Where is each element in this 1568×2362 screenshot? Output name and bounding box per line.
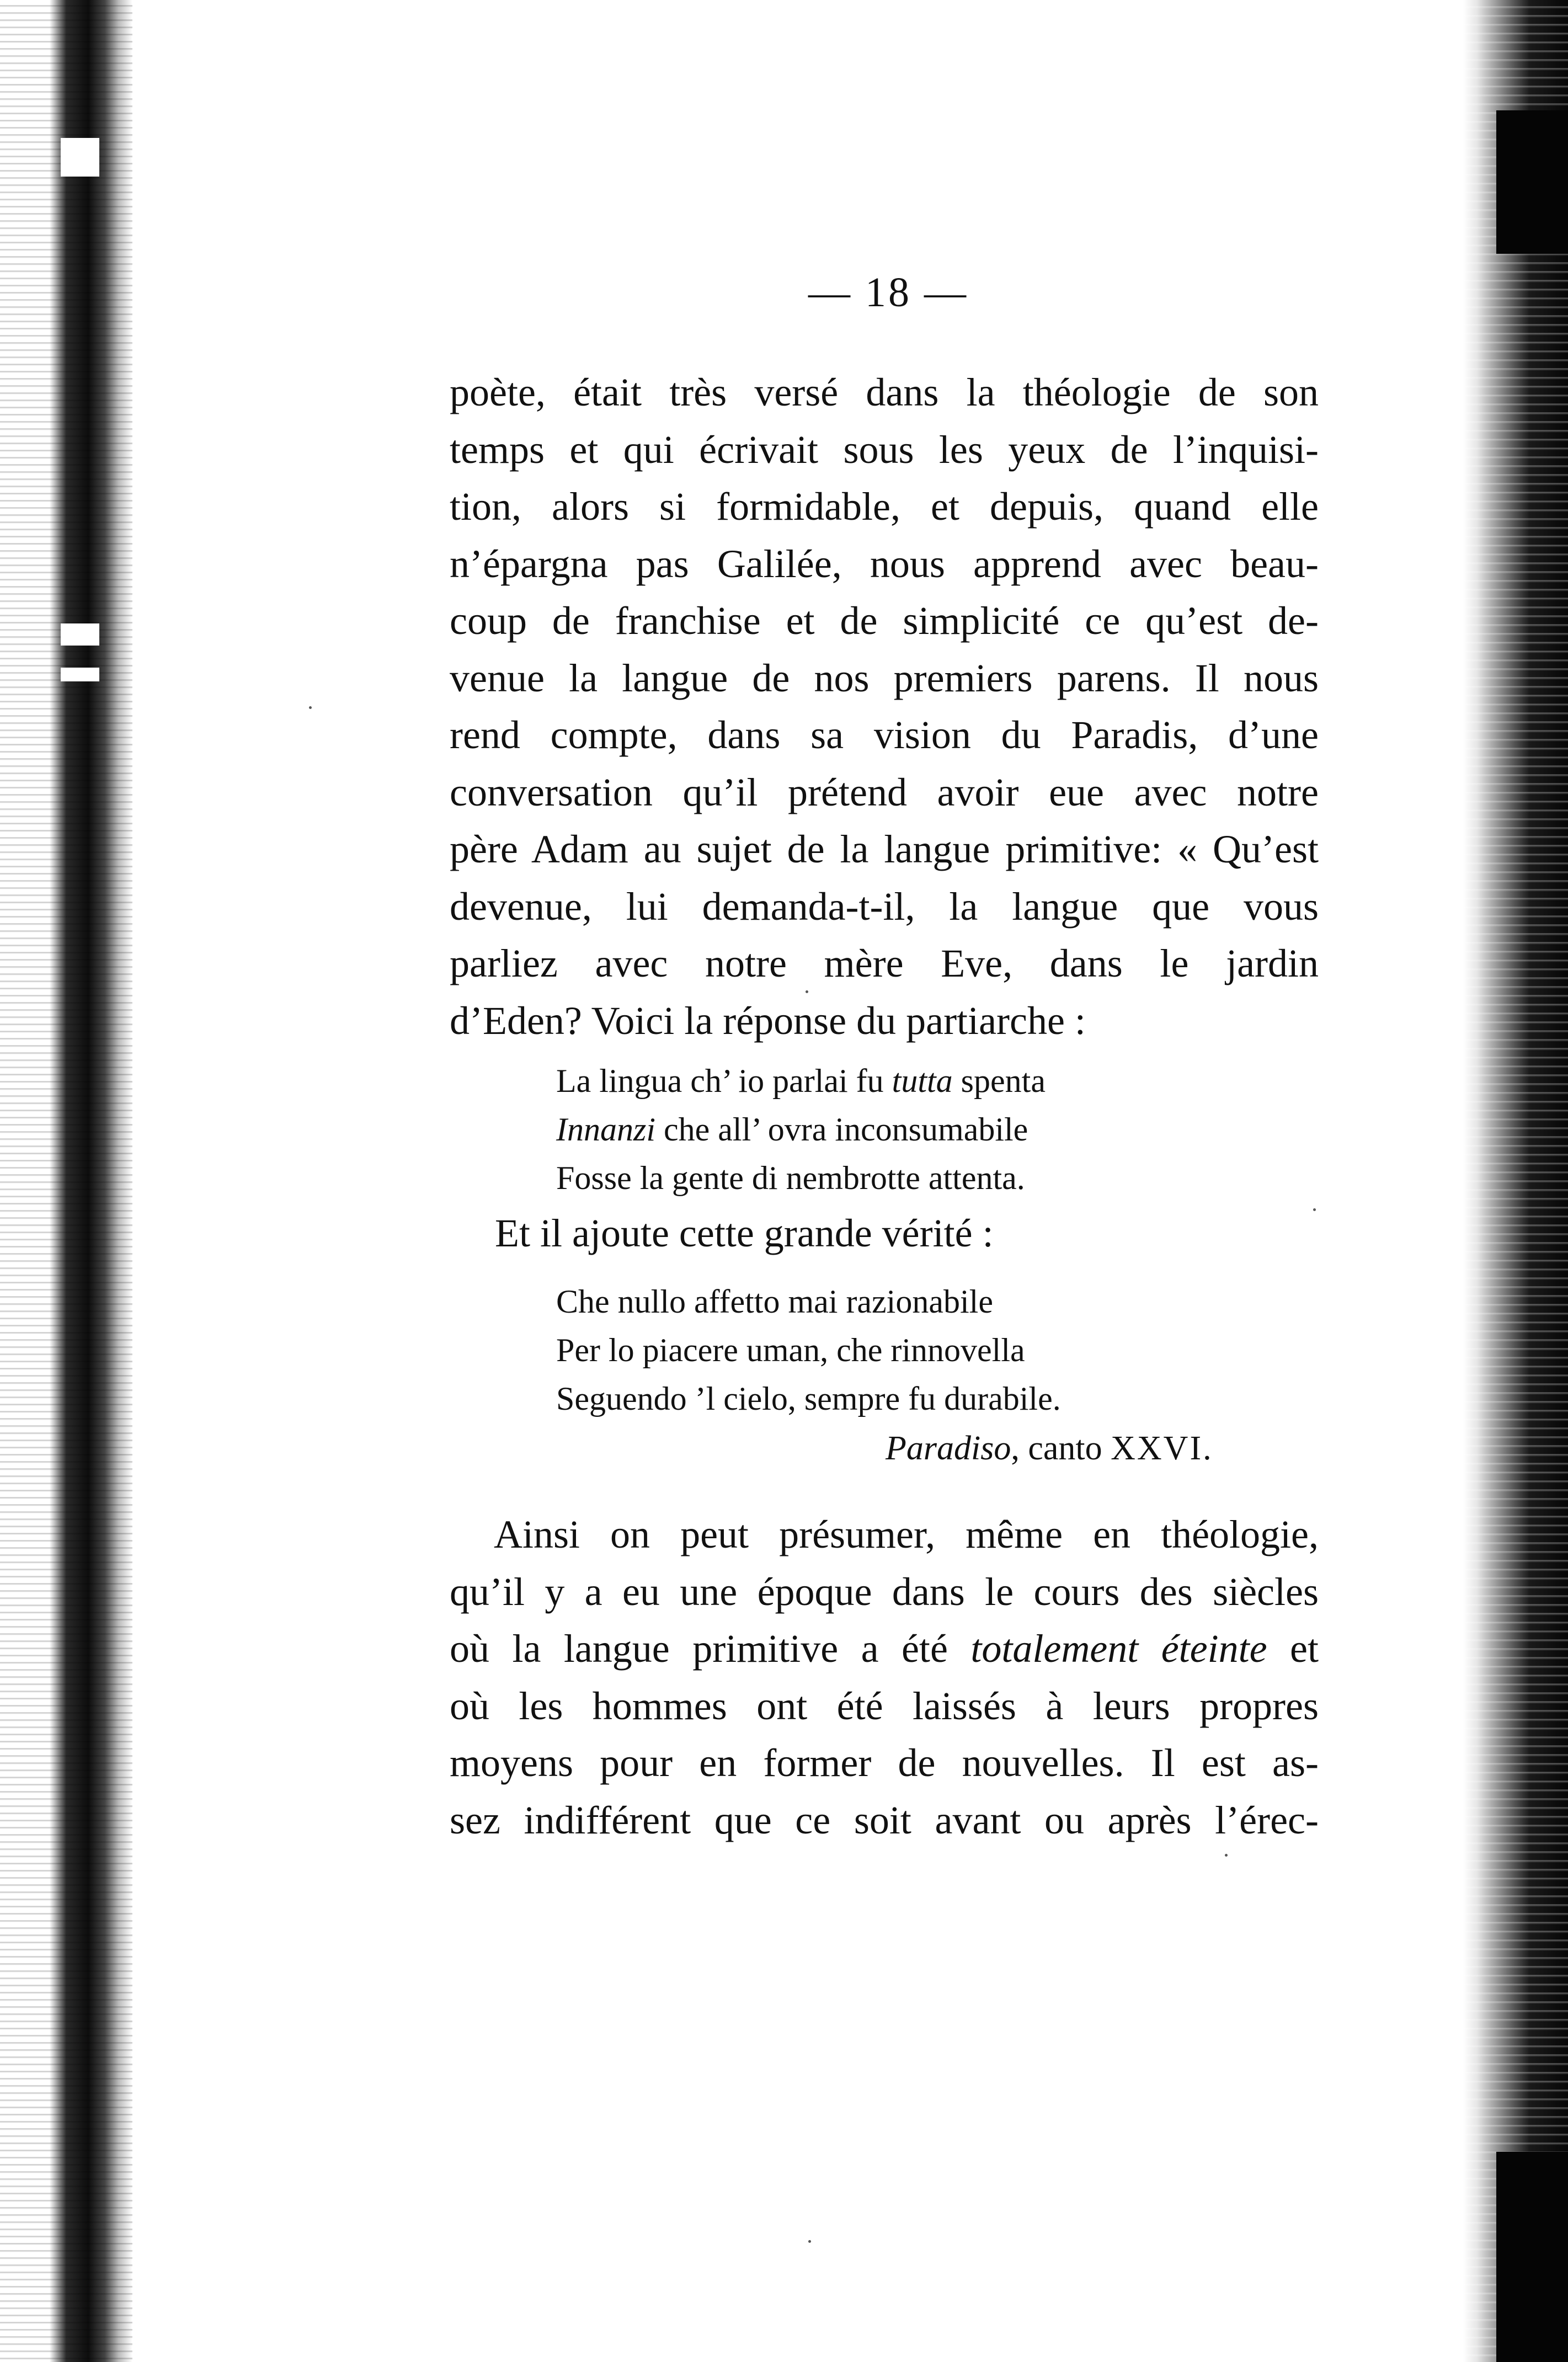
citation-work: Paradiso (886, 1430, 1011, 1467)
verse-quotation-1 (556, 1057, 1218, 1202)
text-line: où la langue primitive a été totalement éteinte et (450, 1627, 1319, 1671)
text-line: d’Eden? Voici la réponse du partiarche : (450, 998, 1086, 1043)
italic-phrase: totalement éteinte (970, 1627, 1267, 1671)
page-number: — 18 — (808, 269, 968, 316)
text-line: moyens pour en former de nouvelles. Il est as- (450, 1741, 1319, 1785)
text-line: parliez avec notre mère Eve, dans le jardin (450, 941, 1319, 985)
italic-word: tutta (892, 1063, 953, 1099)
verse-line: Innanzi che all’ ovra inconsumabile (556, 1111, 1028, 1148)
verse-line: Fosse la gente di nembrotte attenta. (556, 1160, 1025, 1196)
scan-speck (1313, 1208, 1316, 1211)
binding-notch (61, 138, 99, 177)
left-binding-shadow (0, 0, 132, 2362)
text-line: Ainsi on peut présumer, même en théologie, (494, 1512, 1319, 1556)
text-line: devenue, lui demanda-t-il, la langue que vous (450, 884, 1319, 929)
verse-line: Seguendo ’l cielo, sempre fu durabile. (556, 1380, 1061, 1417)
text-line: qu’il y a eu une époque dans le cours des siècles (450, 1569, 1319, 1614)
text-line: conversation qu’il prétend avoir eue avec notre (450, 770, 1319, 814)
binding-notch (61, 623, 99, 646)
binding-notch (61, 668, 99, 681)
text-line: temps et qui écrivait sous les yeux de l’inquisi- (450, 427, 1319, 472)
citation-canto: XXVI. (1111, 1430, 1213, 1467)
text-line: tion, alors si formidable, et depuis, quand elle (450, 484, 1319, 529)
scan-speck (808, 2240, 811, 2243)
text-line: n’épargna pas Galilée, nous apprend avec beau- (450, 541, 1319, 586)
italic-word: Innanzi (556, 1111, 655, 1148)
paragraph-1 (450, 364, 1319, 1049)
paragraph-2 (450, 1506, 1319, 1849)
right-binding-shadow (1447, 0, 1568, 2362)
text-line: sez indifférent que ce soit avant ou après l’érec- (450, 1798, 1319, 1842)
verse-line: Per lo piacere uman, che rinnovella (556, 1332, 1025, 1368)
citation: Paradiso, canto XXVI. (886, 1430, 1213, 1467)
interlude-line: Et il ajoute cette grande vérité : (495, 1211, 994, 1255)
verse-line: La lingua ch’ io parlai fu tutta spenta (556, 1063, 1046, 1099)
text-line: où les hommes ont été laissés à leurs propres (450, 1683, 1319, 1728)
scan-speck (309, 706, 312, 709)
text-line: rend compte, dans sa vision du Paradis, d’une (450, 713, 1319, 757)
text-line: père Adam au sujet de la langue primitive: « Qu’est (450, 827, 1319, 871)
text-line: poète, était très versé dans la théologie de son (450, 370, 1319, 414)
text-line: coup de franchise et de simplicité ce qu’est de- (450, 599, 1319, 643)
binding-dark-top (1496, 110, 1568, 254)
binding-dark-bottom (1496, 2152, 1568, 2362)
text-line: venue la langue de nos premiers parens. Il nous (450, 655, 1319, 700)
scan-speck (1225, 1854, 1228, 1857)
verse-line: Che nullo affetto mai razionabile (556, 1283, 993, 1320)
verse-quotation-2 (556, 1277, 1218, 1423)
